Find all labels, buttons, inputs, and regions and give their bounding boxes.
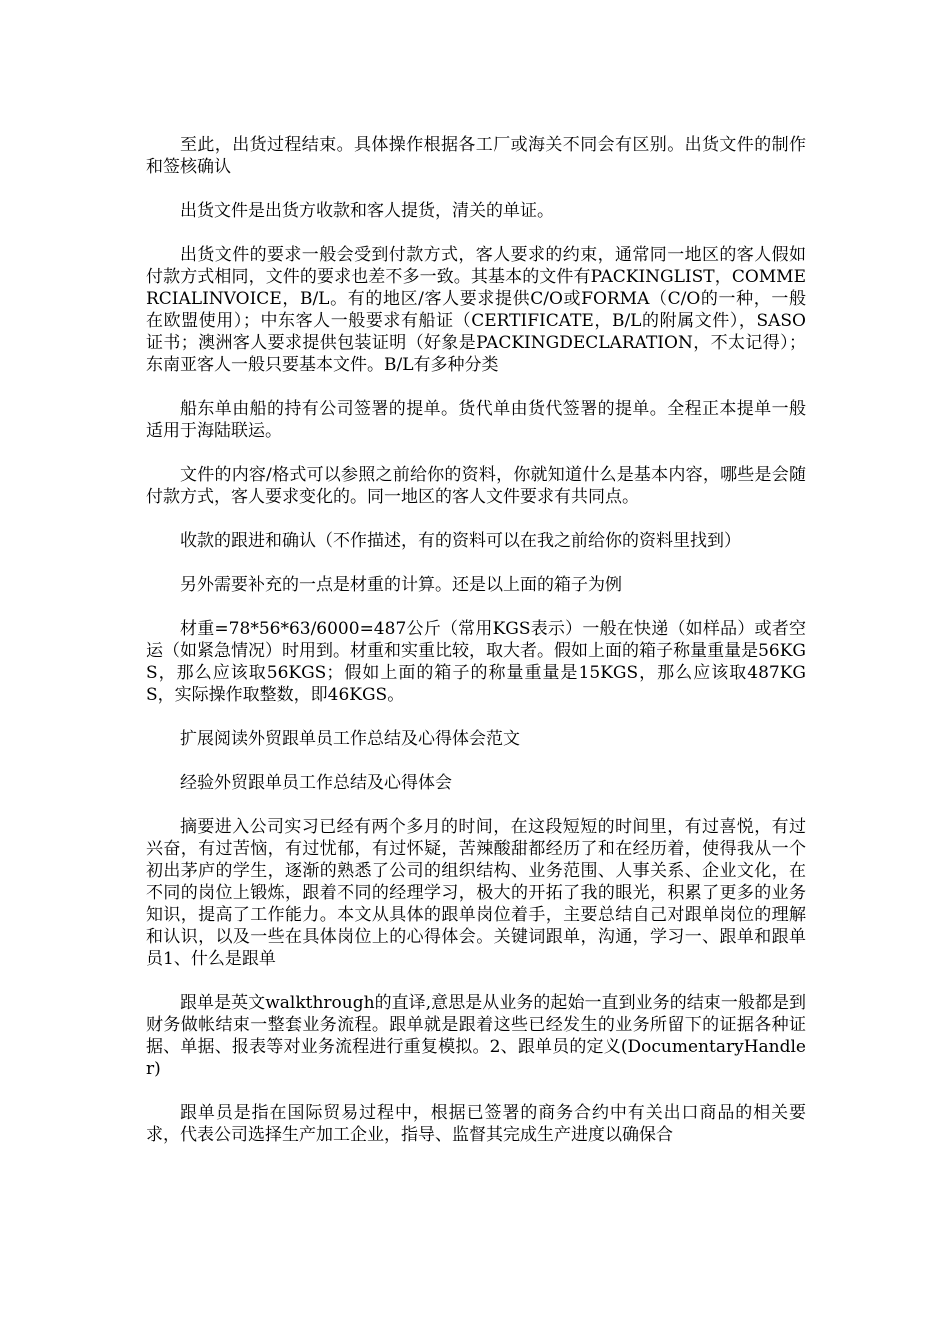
paragraph-document-format: 文件的内容/格式可以参照之前给你的资料，你就知道什么是基本内容，哪些是会随付款方式，客人要求变化的。同一地区的客人文件要求有共同点。 xyxy=(146,465,806,507)
document-body xyxy=(146,134,806,1168)
paragraph-bill-of-lading-types: 船东单由船的持有公司签署的提单。货代单由货代签署的提单。全程正本提单一般适用于海陆联运。 xyxy=(146,399,806,441)
paragraph-shipping-docs-purpose: 出货文件是出货方收款和客人提货，清关的单证。 xyxy=(180,201,554,221)
paragraph-volume-weight-intro: 另外需要补充的一点是材重的计算。还是以上面的箱子为例 xyxy=(180,575,622,595)
paragraph-extended-reading: 扩展阅读外贸跟单员工作总结及心得体会范文 xyxy=(180,729,520,749)
paragraph-abstract: 摘要进入公司实习已经有两个多月的时间，在这段短短的时间里，有过喜悦，有过兴奋，有过苦恼，有过忧郁，有过怀疑，苦辣酸甜都经历了和在经历着，使得我从一个初出茅庐的学生，逐渐的熟悉了公司的组织结构、业务范围、人事关系、企业文化，在不同的岗位上锻炼，跟着不同的经理学习，极大的开拓了我的眼光，积累了更多的业务知识，提高了工作能力。本文从具体的跟单岗位着手，主要总结自己对跟单岗位的理解和认识，以及一些在具体岗位上的心得体会。关键词跟单，沟通，学习一、跟单和跟单员1、什么是跟单 xyxy=(146,817,806,969)
paragraph-shipping-end: 至此，出货过程结束。具体操作根据各工厂或海关不同会有区别。出货文件的制作和签核确认 xyxy=(146,135,806,177)
paragraph-summary-title: 经验外贸跟单员工作总结及心得体会 xyxy=(180,773,452,793)
paragraph-volume-weight-calc: 材重=78*56*63/6000=487公斤（常用KGS表示）一般在快递（如样品）或者空运（如紧急情况）时用到。材重和实重比较，取大者。假如上面的箱子称量重量是56KGS，那么应该取56KGS；假如上面的箱子的称量重量是15KGS，那么应该取487KGS，实际操作取整数，即46KGS。 xyxy=(146,619,806,705)
paragraph-shipping-docs-requirements: 出货文件的要求一般会受到付款方式，客人要求的约束，通常同一地区的客人假如付款方式相同，文件的要求也差不多一致。其基本的文件有PACKINGLIST，COMMERCIALINVOICE，B/L。有的地区/客人要求提供C/O或FORMA（C/O的一种，一般在欧盟使用）；中东客人一般要求有船证（CERTIFICATE，B/L的附属文件），SASO证书；澳洲客人要求提供包装证明（好象是PACKINGDECLARATION，不太记得）；东南亚客人一般只要基本文件。B/L有多种分类 xyxy=(146,245,806,375)
paragraph-walkthrough-definition: 跟单是英文walkthrough的直译,意思是从业务的起始一直到业务的结束一般都是到财务做帐结束一整套业务流程。跟单就是跟着这些已经发生的业务所留下的证据各种证据、单据、报表等对业务流程进行重复模拟。2、跟单员的定义(DocumentaryHandler) xyxy=(146,993,806,1079)
paragraph-documentary-handler: 跟单员是指在国际贸易过程中，根据已签署的商务合约中有关出口商品的相关要求，代表公司选择生产加工企业，指导、监督其完成生产进度以确保合 xyxy=(146,1103,806,1145)
paragraph-payment-followup: 收款的跟进和确认（不作描述，有的资料可以在我之前给你的资料里找到） xyxy=(180,531,741,551)
